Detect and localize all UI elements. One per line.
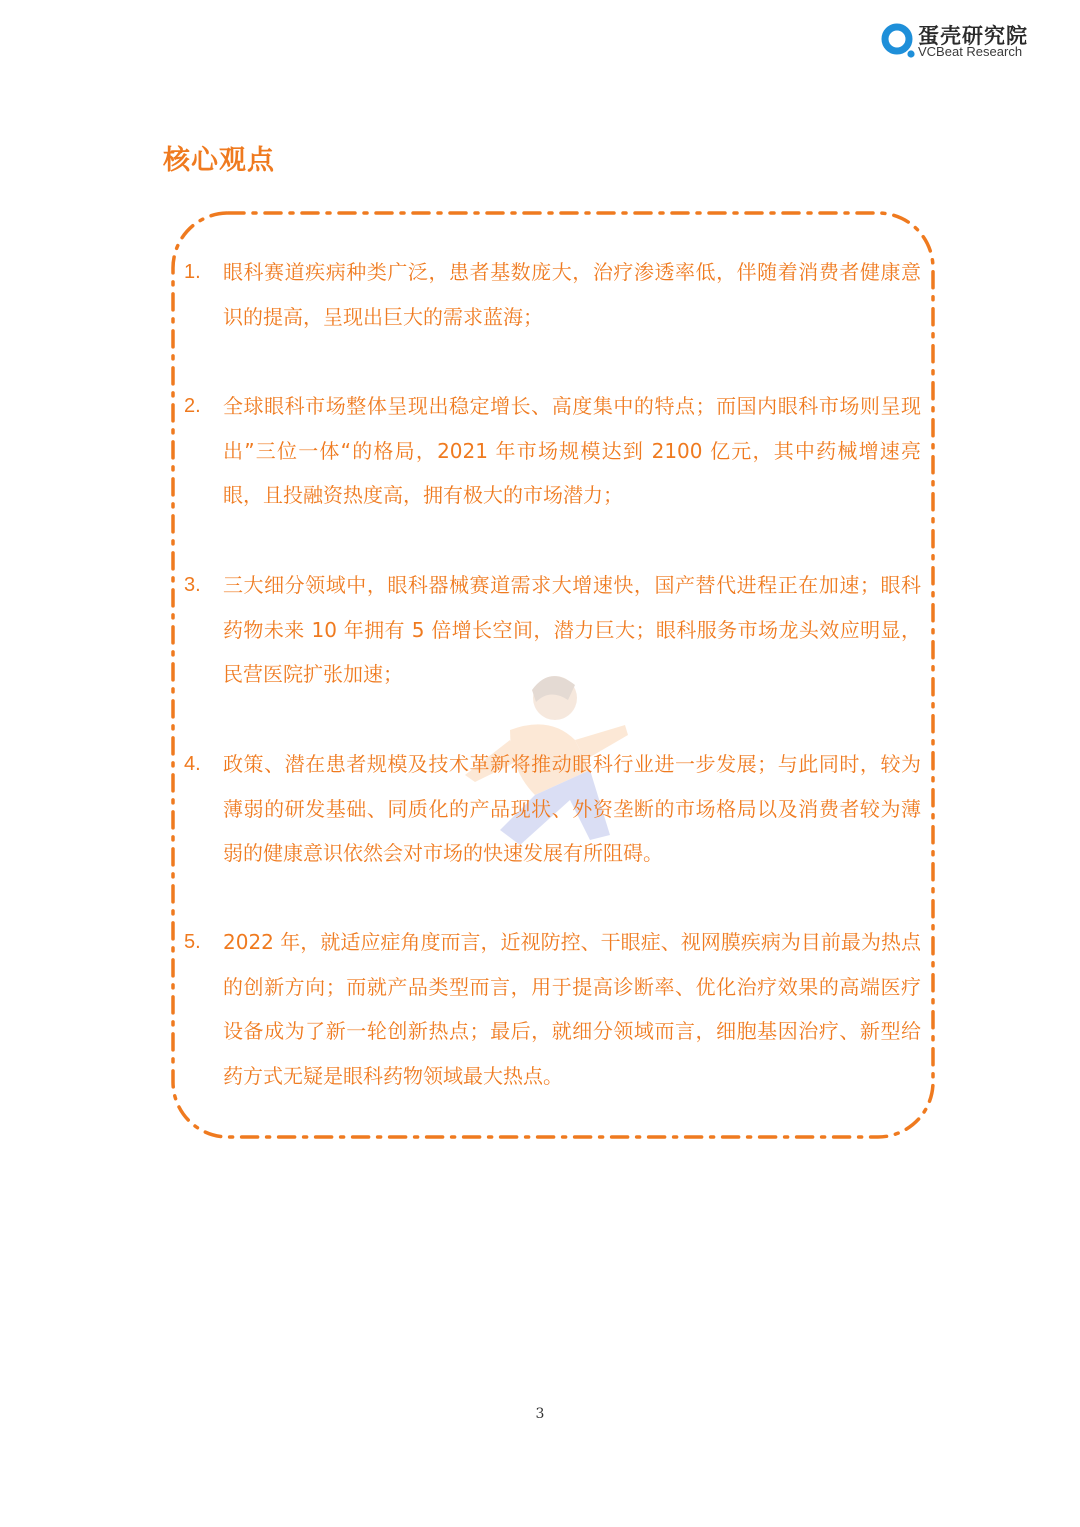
vcbeat-logo-icon (880, 22, 920, 62)
brand-name-en: VCBeat Research (918, 44, 1023, 59)
brand-name-cn: 蛋壳研究院 (918, 24, 1028, 48)
item-number: 5. (184, 931, 201, 953)
item-number: 1. (184, 261, 201, 283)
brand-logo (880, 20, 1060, 60)
item-number: 2. (184, 395, 201, 417)
item-text: 2022 年，就适应症角度而言，近视防控、干眼症、视网膜疾病为目前最为热点的创新方向；而就产品类型而言，用于提高诊断率、优化治疗效果的高端医疗设备成为了新一轮创新热点；最后，就细分领域而言，细胞基因治疗、新型给药方式无疑是眼科药物领域最大热点。 (223, 930, 921, 1088)
item-text: 眼科赛道疾病种类广泛，患者基数庞大，治疗渗透率低，伴随着消费者健康意识的提高，呈现出巨大的需求蓝海； (223, 260, 921, 329)
item-number: 4. (184, 753, 201, 775)
item-text: 全球眼科市场整体呈现出稳定增长、高度集中的特点；而国内眼科市场则呈现出”三位一体“的格局，2021 年市场规模达到 2100 亿元，其中药械增速亮眼，且投融资热度高，拥有极大的市场潜力； (223, 394, 921, 507)
page-number: 3 (535, 1406, 545, 1422)
item-text: 政策、潜在患者规模及技术革新将推动眼科行业进一步发展；与此同时，较为薄弱的研发基础、同质化的产品现状、外资垄断的市场格局以及消费者较为薄弱的健康意识依然会对市场的快速发展有所阻碍。 (223, 752, 921, 865)
item-number: 3. (184, 574, 201, 596)
section-title: 核心观点 (163, 145, 275, 176)
item-text: 三大细分领域中，眼科器械赛道需求大增速快，国产替代进程正在加速；眼科药物未来 10 年拥有 5 倍增长空间，潜力巨大；眼科服务市场龙头效应明显，民营医院扩张加速； (223, 573, 921, 686)
